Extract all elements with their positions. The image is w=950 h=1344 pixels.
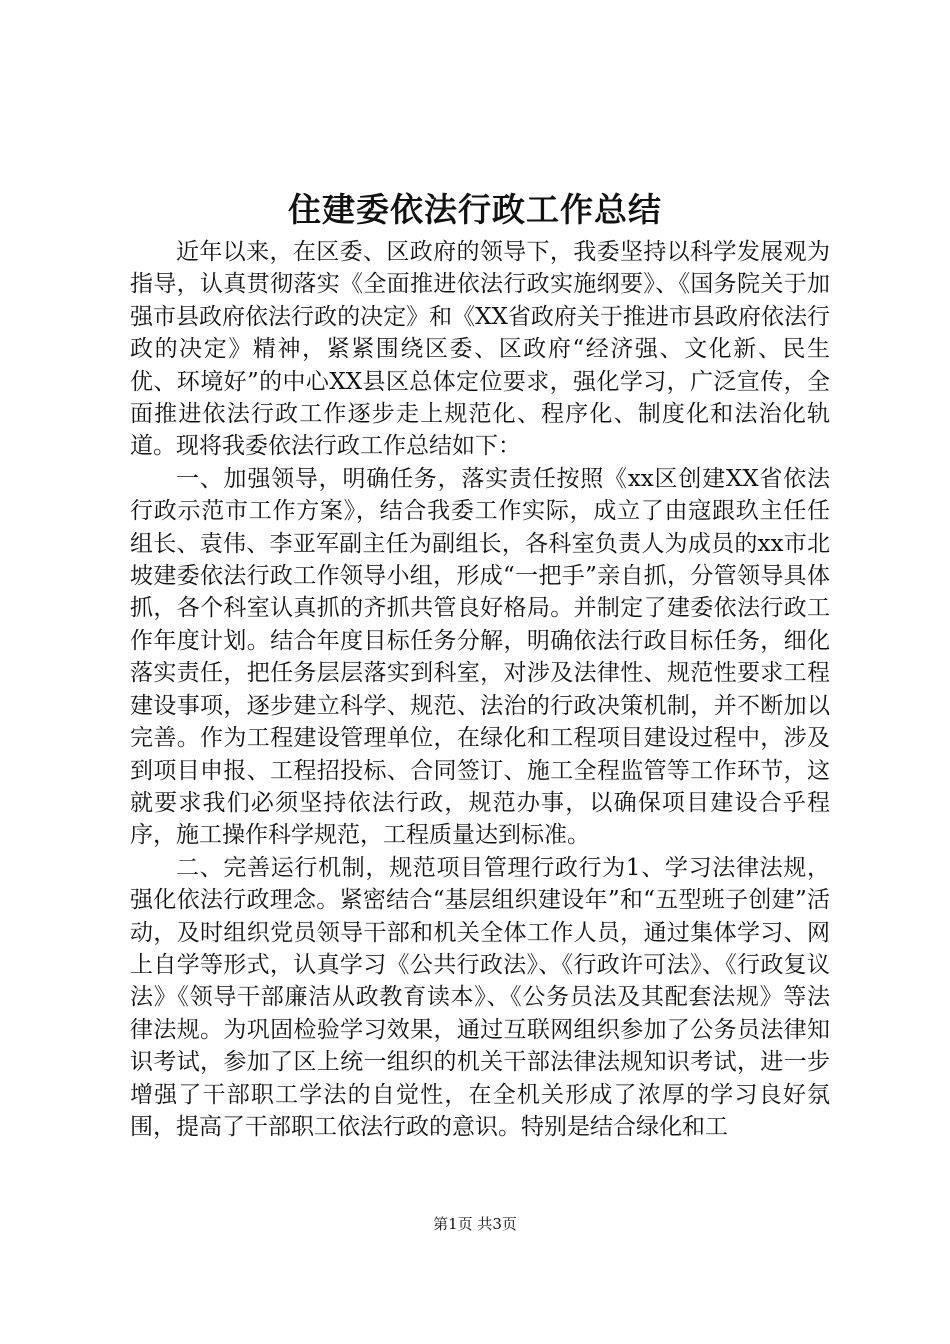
- document-body: [130, 236, 830, 1143]
- document-title: 住建委依法行政工作总结: [288, 190, 662, 229]
- paragraph-section-one: 一、加强领导，明确任务，落实责任按照《xx区创建XX省依法行政示范市工作方案》，结合我委工作实际，成立了由寇跟玖主任任组长、袁伟、李亚军副主任为副组长，各科室负责人为成员的xx市北坡建委依法行政工作领导小组，形成“一把手”亲自抓，分管领导具体抓，各个科室认真抓的齐抓共管良好格局。并制定了建委依法行政工作年度计划。结合年度目标任务分解，明确依法行政目标任务，细化落实责任，把任务层层落实到科室，对涉及法律性、规范性要求工程建设事项，逐步建立科学、规范、法治的行政决策机制，并不断加以完善。作为工程建设管理单位，在绿化和工程项目建设过程中，涉及到项目申报、工程招投标、合同签订、施工全程监管等工作环节，这就要求我们必须坚持依法行政，规范办事，以确保项目建设合乎程序，施工操作科学规范，工程质量达到标准。: [130, 465, 830, 849]
- paragraph-section-two: 二、完善运行机制，规范项目管理行政行为1、学习法律法规，强化依法行政理念。紧密结合“基层组织建设年”和“五型班子创建”活动，及时组织党员领导干部和机关全体工作人员，通过集体学习、网上自学等形式，认真学习《公共行政法》、《行政许可法》、《行政复议法》《领导干部廉洁从政教育读本》、《公务员法及其配套法规》等法律法规。为巩固检验学习效果，通过互联网组织参加了公务员法律知识考试，参加了区上统一组织的机关干部法律法规知识考试，进一步增强了干部职工学法的自觉性，在全机关形成了浓厚的学习良好氛围，提高了干部职工依法行政的意识。特别是结合绿化和工: [130, 854, 830, 1140]
- paragraph-intro: 近年以来，在区委、区政府的领导下，我委坚持以科学发展观为指导，认真贯彻落实《全面推进依法行政实施纲要》、《国务院关于加强市县政府依法行政的决定》和《XX省政府关于推进市县政府依法行政的决定》精神，紧紧围绕区委、区政府“经济强、文化新、民生优、环境好”的中心XX县区总体定位要求，强化学习，广泛宣传，全面推进依法行政工作逐步走上规范化、程序化、制度化和法治化轨道。现将我委依法行政工作总结如下：: [130, 239, 830, 460]
- page-number-footer: 第1页 共3页: [433, 1215, 517, 1233]
